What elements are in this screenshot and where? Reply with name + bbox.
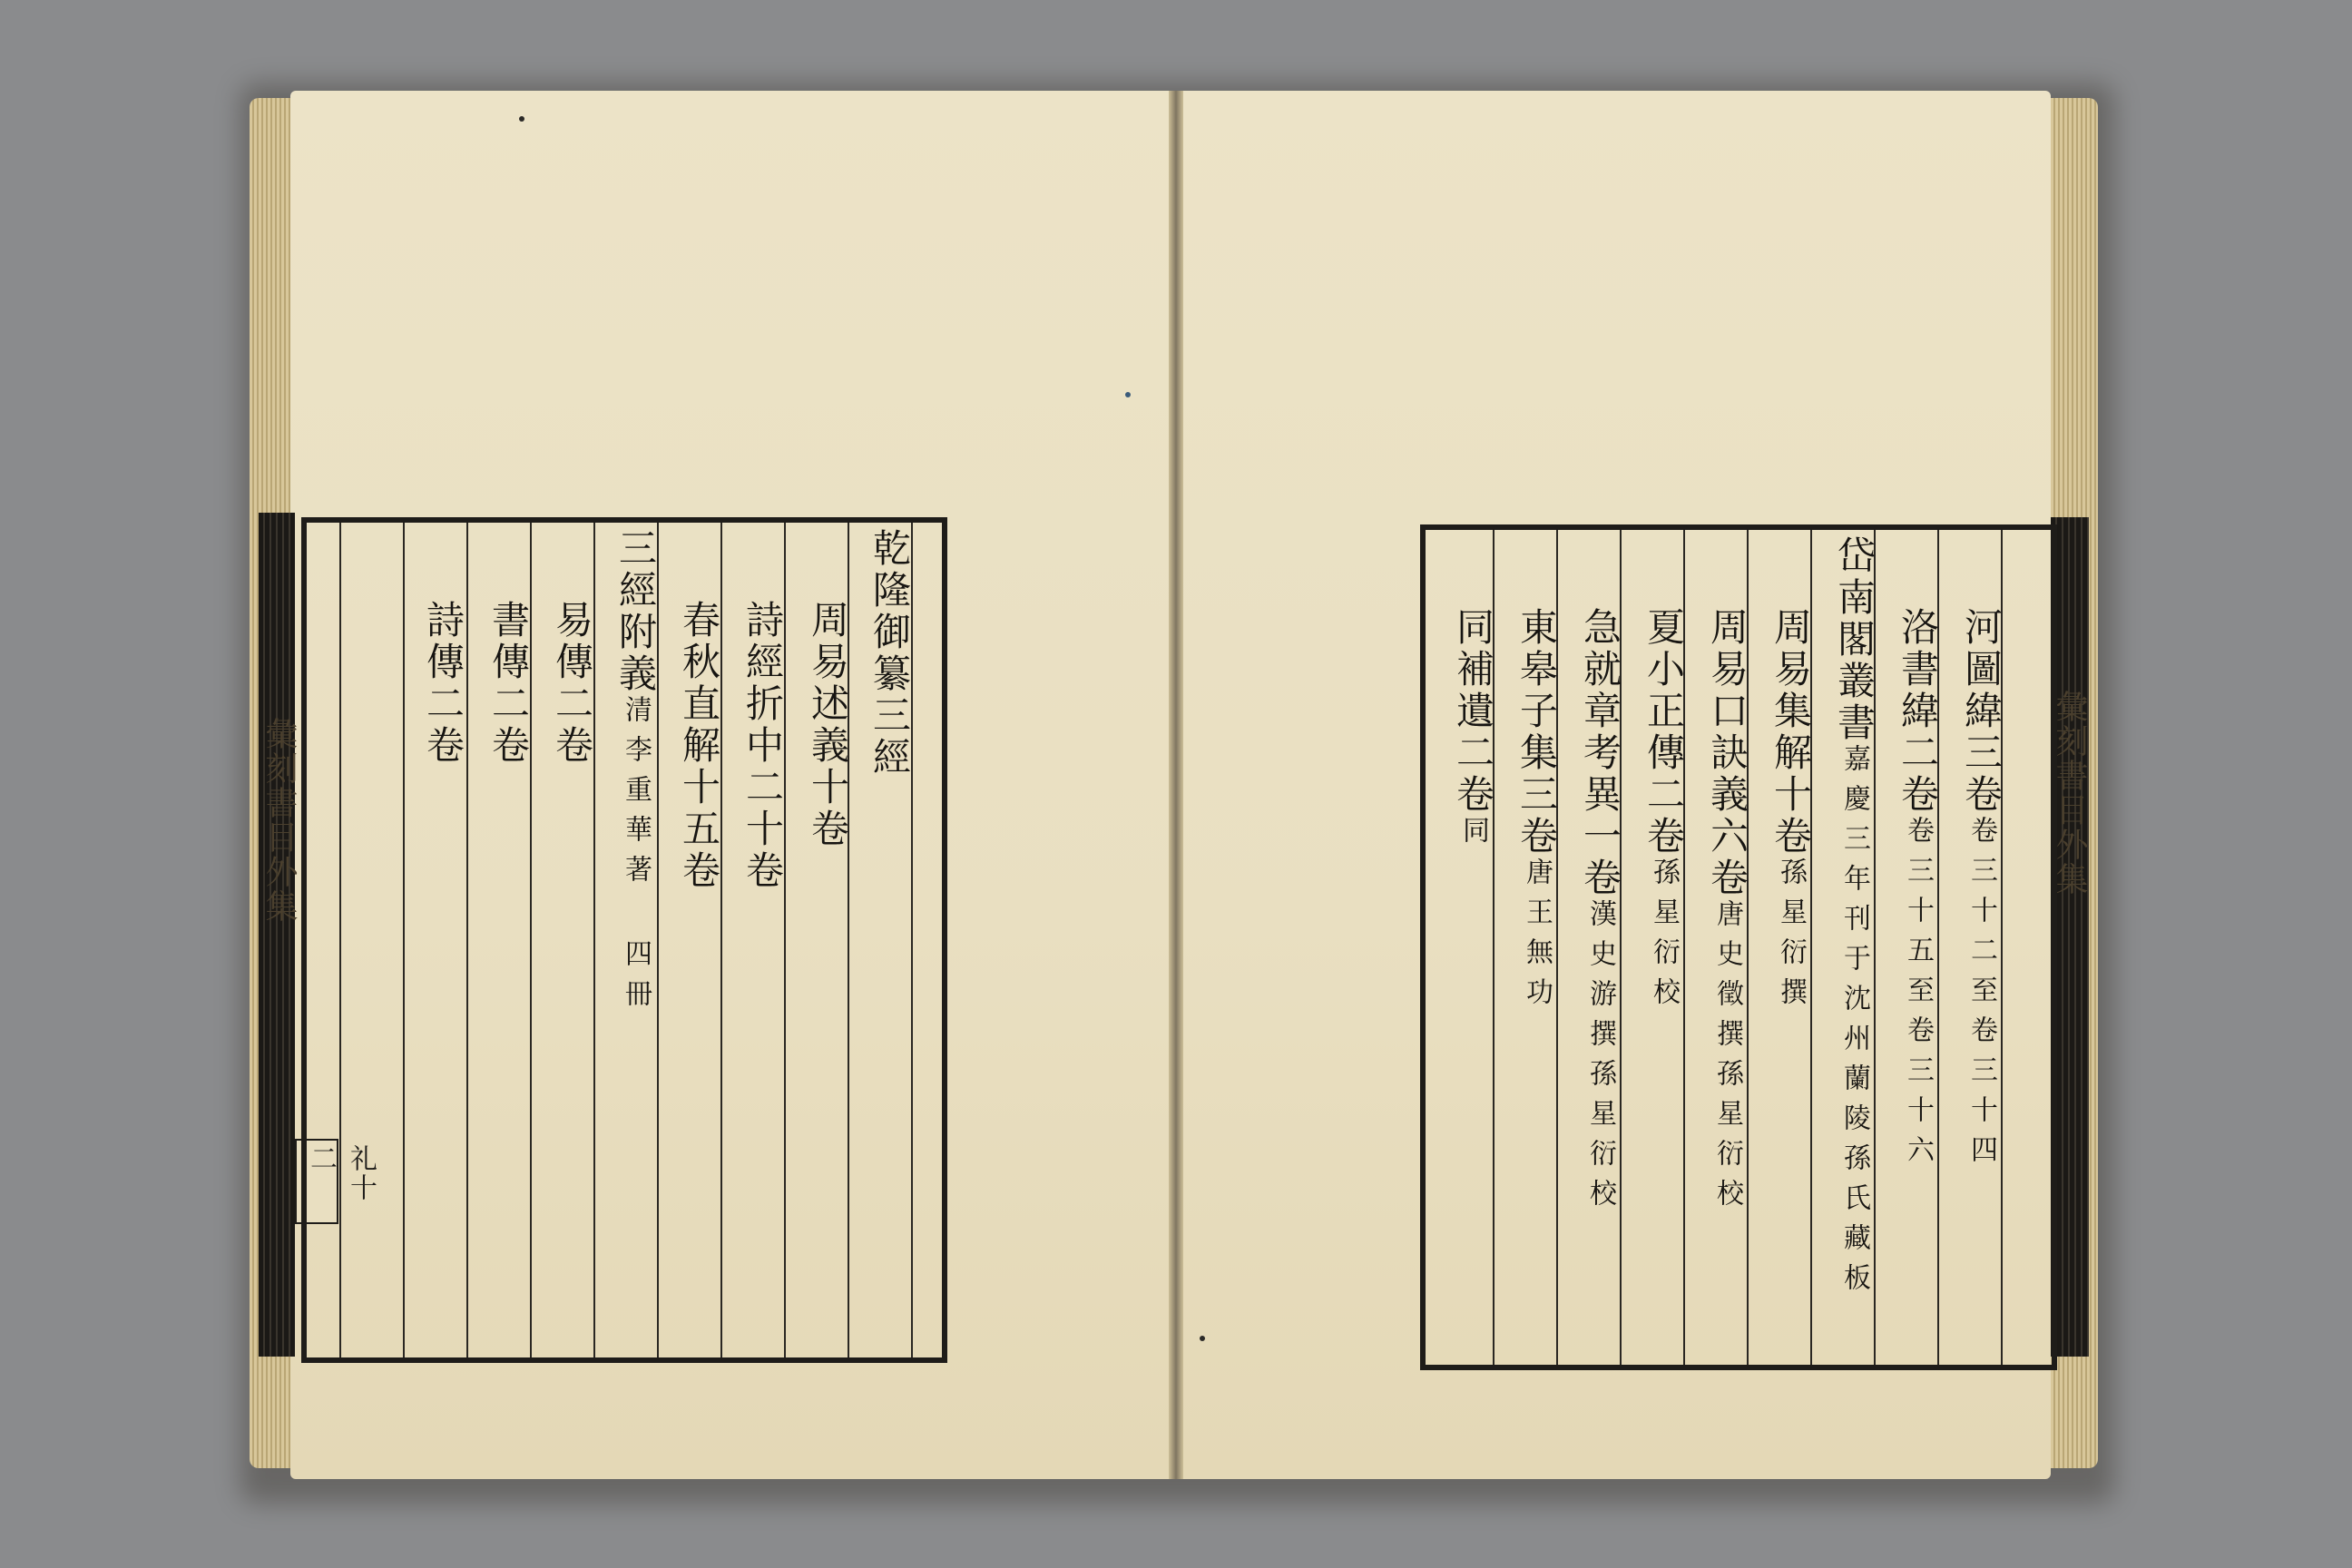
text-column [1700, 607, 1754, 1219]
entry-note: 孫星衍撰 [1775, 858, 1807, 1017]
entry-note: 唐史徵撰孫星衍校 [1711, 899, 1743, 1219]
entry-note: 嘉慶三年刊于沈州蘭陵孫氏藏板 [1838, 744, 1870, 1303]
column-rule [403, 523, 405, 1357]
entry-title: 洛書緯二卷 [1896, 607, 1940, 816]
text-column [1763, 607, 1818, 1017]
left-folio-number: 礼十二 [305, 1144, 377, 1202]
text-column: 易傳二卷 [550, 600, 594, 767]
text-column [1446, 607, 1500, 856]
text-column [1573, 607, 1627, 1219]
entry-title: 周易集解十卷 [1769, 607, 1813, 858]
text-column [1954, 607, 2008, 1175]
book-gutter [1169, 91, 1183, 1479]
entry-title: 河圖緯三卷 [1959, 607, 2004, 816]
text-column: 周易述義十卷 [806, 600, 850, 850]
text-column: 乾隆御纂三經 [867, 528, 912, 779]
entry-title: 急就章考異一卷 [1578, 607, 1622, 899]
entry-note: 清李重華著 四冊 [620, 695, 652, 1019]
ink-speck [1125, 392, 1131, 397]
entry-note: 漢史游撰孫星衍校 [1584, 899, 1616, 1219]
entry-note: 卷三十二至卷三十四 [1965, 816, 1997, 1175]
left-folio-title: 彙刻書目外集 [260, 717, 298, 924]
ink-speck [1200, 1336, 1205, 1341]
entry-note: 同 [1457, 816, 1489, 856]
text-column: 詩傳二卷 [421, 600, 466, 767]
entry-title: 同補遺二卷 [1451, 607, 1495, 816]
text-column [1890, 607, 1945, 1175]
text-column [1636, 607, 1690, 1017]
entry-title: 周易口訣義六卷 [1705, 607, 1749, 899]
text-column [1509, 607, 1563, 1017]
entry-title: 東皋子集三卷 [1514, 607, 1559, 858]
entry-title: 岱南閣叢書 [1832, 535, 1877, 744]
entry-note: 孫星衍校 [1648, 858, 1680, 1017]
column-rule [339, 523, 341, 1357]
text-column [608, 528, 662, 1019]
left-folio-strip [259, 513, 295, 1357]
text-column: 詩經折中二十卷 [740, 600, 785, 892]
right-text-frame [1420, 524, 2057, 1370]
left-text-frame [301, 517, 947, 1363]
right-folio-title: 彙刻書目外集 [2051, 690, 2088, 897]
entry-title: 三經附義 [613, 528, 658, 695]
text-column: 春秋直解十五卷 [677, 600, 721, 892]
entry-title: 夏小正傳二卷 [1642, 607, 1686, 858]
text-column [1827, 535, 1881, 1303]
entry-note: 卷三十五至卷三十六 [1902, 816, 1934, 1175]
ink-speck [519, 116, 524, 122]
entry-note: 唐王無功 [1521, 858, 1553, 1017]
text-column: 書傳二卷 [486, 600, 531, 767]
